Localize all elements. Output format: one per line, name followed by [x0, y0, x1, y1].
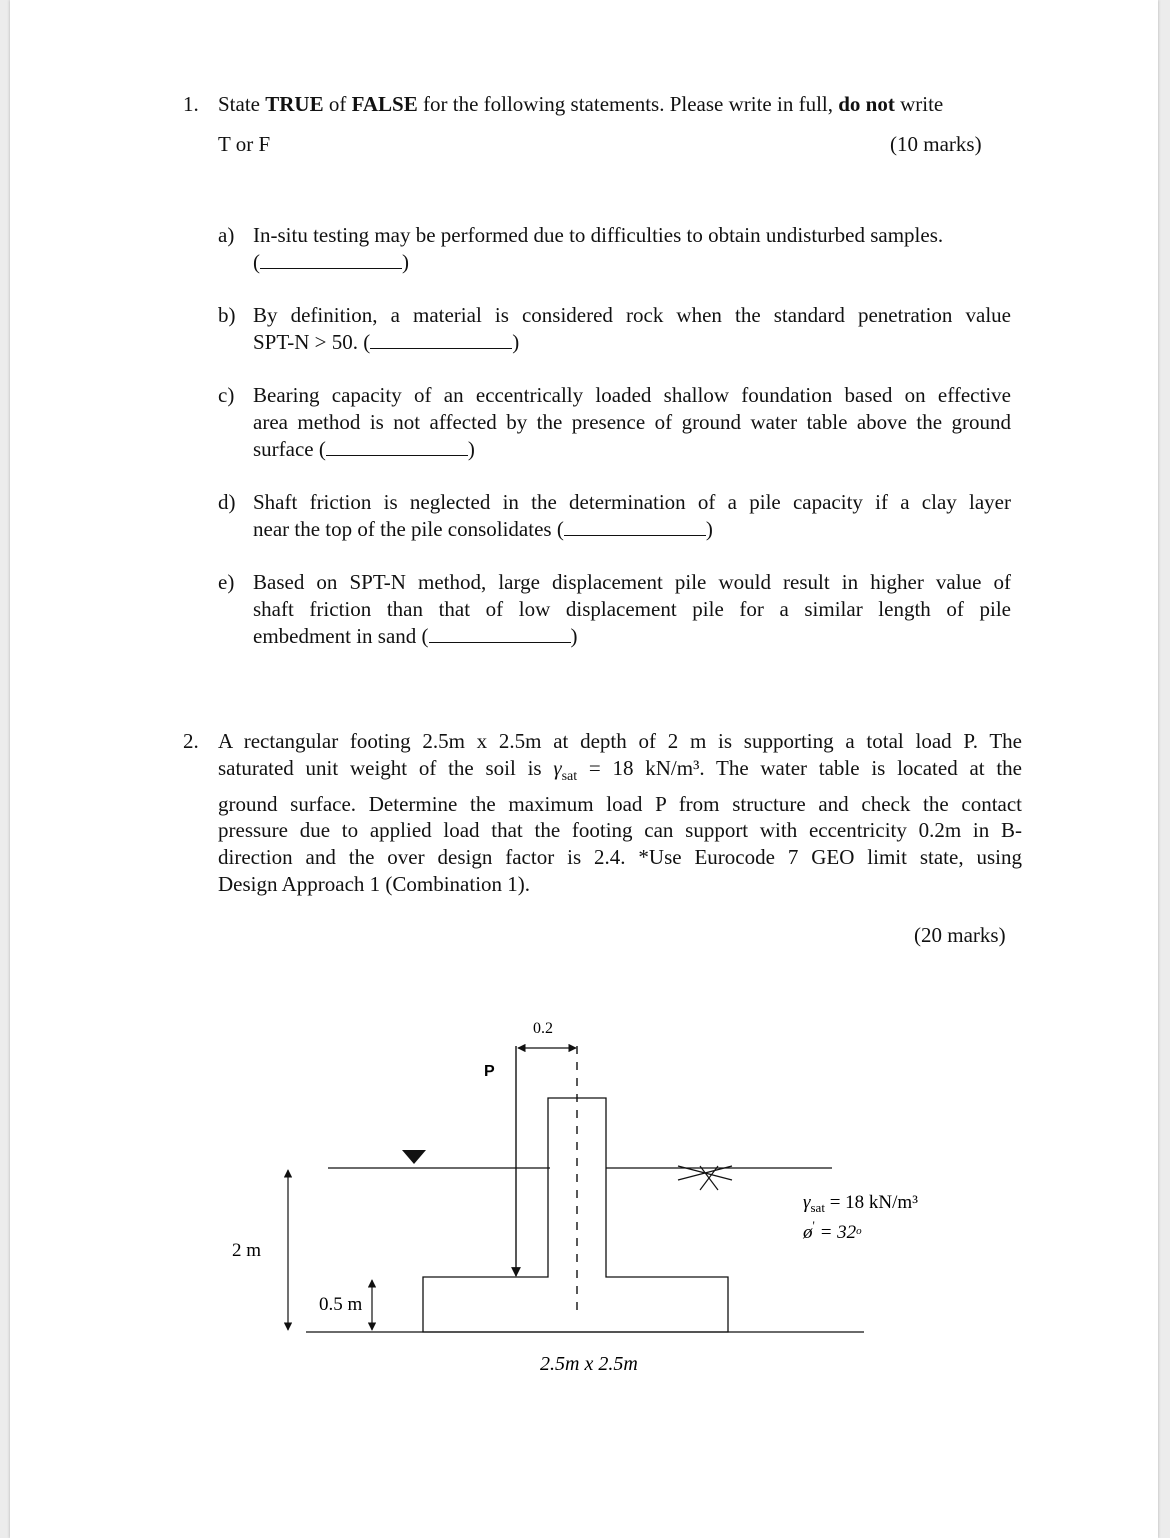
q1-number: 1. — [183, 92, 199, 116]
q2-marks: (20 marks) — [914, 923, 1006, 947]
column-footing-outline — [423, 1098, 728, 1332]
footing-size-label: 2.5m x 2.5m — [540, 1353, 638, 1375]
item-c-label: c) — [218, 383, 235, 407]
item-d-label: d) — [218, 490, 236, 514]
item-b-text: By definition, a material is considered rock when the standard penetration value — [253, 303, 1011, 327]
depth-label: 2 m — [232, 1240, 262, 1261]
q1-marks: (10 marks) — [890, 132, 982, 156]
q1-intro: State TRUE of FALSE for the following statements. Please write in full, do not write — [218, 92, 944, 116]
item-d-text: Shaft friction is neglected in the determination of a pile capacity if a clay layer — [253, 490, 1011, 514]
item-e-label: e) — [218, 570, 235, 594]
load-label: P — [484, 1063, 495, 1080]
thickness-label: 0.5 m — [319, 1294, 363, 1315]
item-b-label: b) — [218, 303, 236, 327]
footing-diagram — [10, 0, 1158, 1538]
phi-property: ø' = $32^o$ — [803, 1218, 862, 1243]
item-a-line1: In-situ testing may be performed due to difficulties to obtain undisturbed samples. — [253, 223, 944, 247]
item-a-answer[interactable]: ( ) — [253, 250, 409, 274]
item-c-text: Bearing capacity of an eccentrically loaded shallow foundation based on effective area method is not affected by the presence of ground water table above the ground — [253, 383, 1011, 434]
q2-text: A rectangular footing 2.5m x 2.5m at depth of 2 m is supporting a total load P. The saturated unit weight of the soil is $\gamma_{sat} = 18$ kN/m³. The water table is located at the ground surface. Determine the maximum load P from structure and check the contact pressure due to applied load that the footing can support with eccentricity 0.2m in B- direction and the over design factor is 2.4. *Use Eurocode 7 GEO limit state, using Design Approach 1 (Combination 1). — [218, 729, 1022, 896]
document-page — [10, 0, 1158, 1538]
q1-intro-line2: T or F — [218, 132, 271, 156]
item-e-text: Based on SPT-N method, large displacement pile would result in higher value of shaft friction than that of low displacement pile for a similar length of pile — [253, 570, 1011, 621]
water-table-icon — [402, 1150, 426, 1164]
item-d-answer[interactable]: near the top of the pile consolidates ( ) — [253, 517, 713, 541]
item-b-answer[interactable]: SPT-N > 50. ( ) — [253, 330, 520, 354]
gamma-property: $\gamma_{sat} = 18$ kN/m³ — [803, 1192, 918, 1215]
eccentricity-label: 0.2 — [533, 1020, 553, 1037]
q2-number: 2. — [183, 729, 199, 753]
soil-hatch-icon — [678, 1166, 732, 1190]
item-a-label: a) — [218, 223, 235, 247]
item-e-answer[interactable]: embedment in sand ( ) — [253, 624, 578, 648]
item-c-answer[interactable]: surface ( ) — [253, 437, 475, 461]
